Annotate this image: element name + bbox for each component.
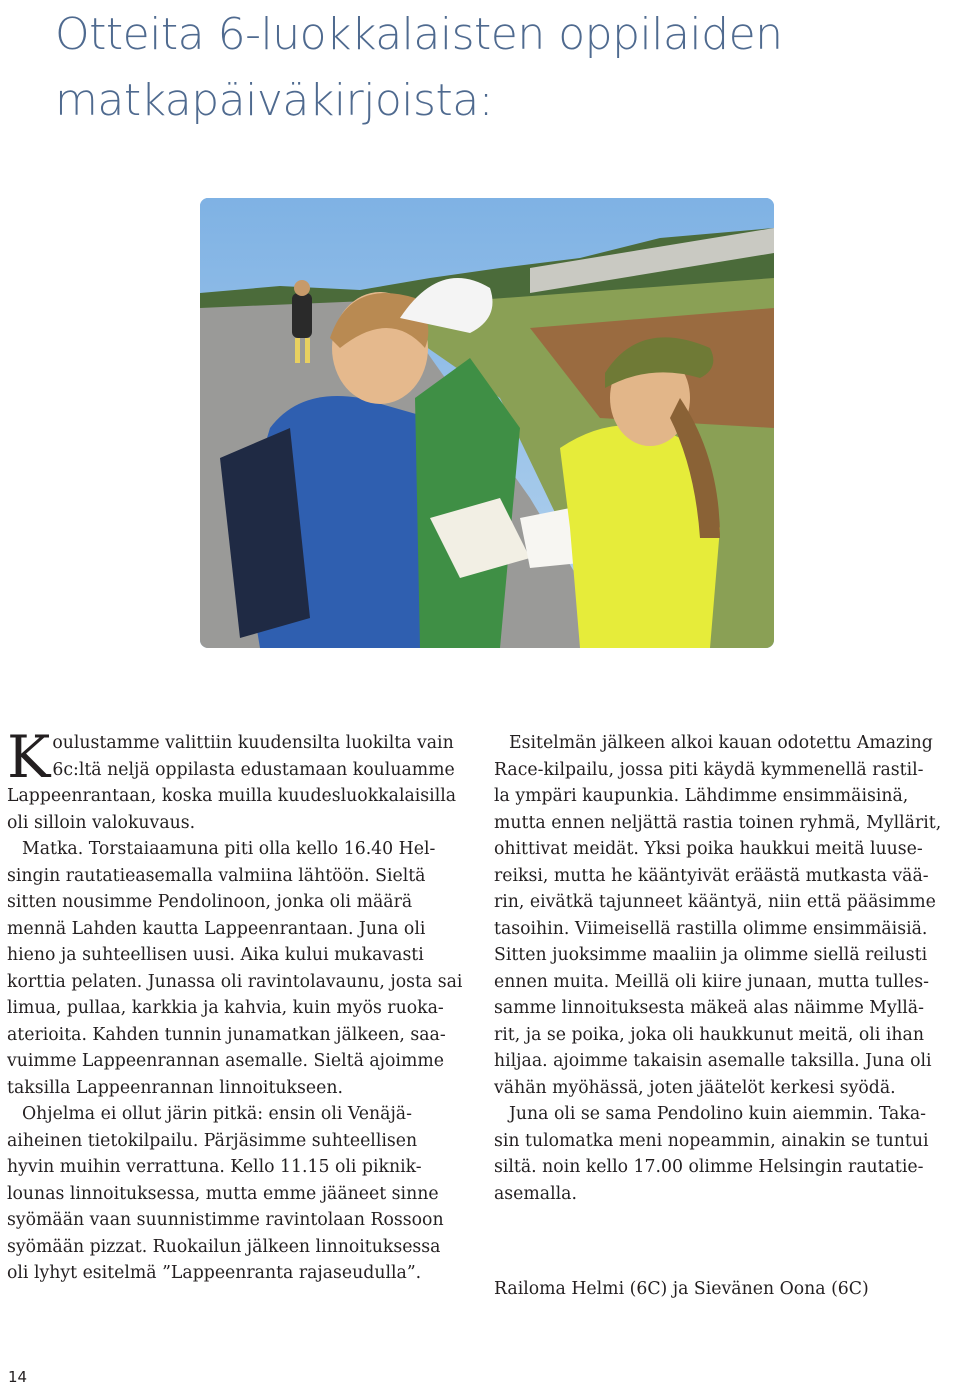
text-line: vähän myöhässä, joten jäätelöt kerkesi syödä. (494, 1077, 896, 1098)
text-line: syömään pizzat. Ruokailun jälkeen linnoituksessa (7, 1236, 441, 1257)
text-line: rit, ja se poika, joka oli haukkunut meitä, oli ihan (494, 1024, 924, 1045)
text-line: hieno ja suhteellisen uusi. Aika kului mukavasti (7, 945, 424, 965)
distant-child-legs (295, 338, 300, 363)
text-line: siltä. noin kello 17.00 olimme Helsingin rautatie- (494, 1157, 924, 1177)
text-line: sitten nousimme Pendolinoon, jonka oli määrä (7, 892, 413, 912)
text-line: Race-kilpailu, jossa piti käydä kymmenellä rastil- (494, 759, 924, 780)
text-line: asemalla. (494, 1183, 577, 1204)
title-line-1: Otteita 6-luokkalaisten oppilaiden (55, 9, 783, 60)
text-line: mutta ennen neljättä rastia toinen ryhmä, Myllärit, (494, 812, 942, 833)
text-line: vuimme Lappeenrannan asemalle. Sieltä ajoimme (7, 1051, 444, 1071)
distant-child-legs-2 (305, 338, 310, 363)
text-line: korttia pelaten. Junassa oli ravintolavaunu, josta sai (7, 971, 463, 992)
text-line: oulustamme valittiin kuudensilta luokilta vain (52, 733, 454, 753)
text-line: limua, pullaa, karkkia ja kahvia, kuin myös ruoka- (7, 998, 444, 1018)
text-line: ennen muita. Meillä oli kiire junaan, mutta tulles- (494, 971, 929, 992)
distant-child-head (294, 280, 310, 296)
text-line: lounas linnoituksessa, mutta emme jääneet sinne (7, 1183, 439, 1204)
left-column (7, 723, 472, 1287)
title-line-2: matkapäiväkirjoista: (55, 75, 493, 126)
text-line: taksilla Lappeenrannan linnoitukseen. (7, 1077, 343, 1098)
text-line: Sitten juoksimme maaliin ja olimme siellä reilusti (494, 945, 928, 965)
text-line: 6c:ltä neljä oppilasta edustamaan kouluamme (52, 759, 455, 780)
text-line: la ympäri kaupunkia. Lähdimme ensimmäisinä, (494, 786, 909, 806)
right-column (494, 730, 956, 1207)
text-line: hyvin muihin verrattuna. Kello 11.15 oli piknik- (7, 1157, 422, 1177)
text-line: singin rautatieasemalla valmiina lähtöön. Sieltä (7, 865, 426, 886)
text-line: aterioita. Kahden tunnin junamatkan jälkeen, saa- (7, 1024, 446, 1045)
page-number: 14 (8, 1368, 28, 1386)
text-line: ohittivat meidät. Yksi poika haukkui meitä luuse- (494, 839, 923, 859)
text-line: hiljaa. ajoimme takaisin asemalle taksilla. Juna oli (494, 1051, 932, 1071)
text-line: Juna oli se sama Pendolino kuin aiemmin. Taka- (509, 1104, 926, 1124)
text-line: samme linnoituksesta mäkeä alas näimme Myllä- (494, 998, 924, 1018)
text-line: Esitelmän jälkeen alkoi kauan odotettu Amazing (509, 733, 933, 753)
photo-children-reading-maps (200, 198, 774, 648)
text-line: Ohjelma ei ollut järin pitkä: ensin oli Venäjä- (22, 1104, 412, 1124)
text-line: oli silloin valokuvaus. (7, 812, 196, 833)
text-line: reiksi, mutta he kääntyivät eräästä mutkasta vää- (494, 865, 929, 886)
text-line: oli lyhyt esitelmä ”Lappeenranta rajaseudulla”. (7, 1263, 422, 1283)
text-line: syömään vaan suunnistimme ravintolaan Rossoon (7, 1210, 444, 1230)
text-line: Lappeenrantaan, koska muilla kuudesluokkalaisilla (7, 786, 457, 806)
text-line: rin, eivätkä tajunneet kääntyä, niin että pääsimme (494, 892, 936, 912)
text-line: aiheinen tietokilpailu. Pärjäsimme suhteellisen (7, 1130, 418, 1151)
text-line: mennä Lahden kautta Lappeenrantaan. Juna oli (7, 918, 426, 939)
distant-child (292, 293, 312, 338)
signature: Railoma Helmi (6C) ja Sievänen Oona (6C) (494, 1279, 869, 1299)
photo-illustration (200, 198, 774, 648)
page-title (55, 2, 935, 134)
text-line: sin tulomatka meni nopeammin, ainakin se tuntui (494, 1130, 929, 1151)
drop-cap: K (7, 723, 51, 791)
left-body (7, 783, 472, 1287)
text-line: Matka. Torstaiaamuna piti olla kello 16.40 Hel- (22, 839, 436, 859)
text-line: tasoihin. Viimeisellä rastilla olimme ensimmäisiä. (494, 918, 928, 939)
